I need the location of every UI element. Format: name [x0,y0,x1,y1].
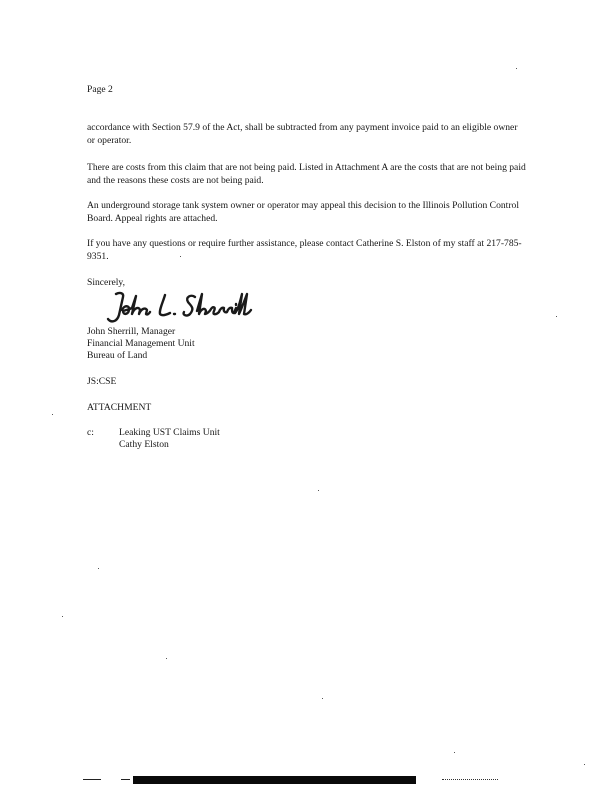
scan-speck [454,752,455,753]
scan-speck [52,414,53,415]
attachment-label: ATTACHMENT [87,402,152,413]
cc-recipient: Leaking UST Claims Unit [119,427,220,438]
scan-speck [180,256,181,257]
cc-recipient: Cathy Elston [119,439,169,450]
scan-black-bar [133,776,416,784]
page-label: Page 2 [87,84,113,95]
paragraph-costs-not-paid: There are costs from this claim that are not being paid. Listed in Attachment A are the costs that are not being paid and the reasons these costs are not being paid. [87,162,526,186]
scan-speck [318,490,319,491]
signer-unit: Financial Management Unit [87,338,195,349]
initials: JS:CSE [87,376,117,387]
paragraph-contact: If you have any questions or require further assistance, please contact Catherine S. Elston of my staff at 217-785-9351. [87,238,522,262]
signer-name-title: John Sherrill, Manager [87,326,176,337]
scan-speck [62,616,63,617]
handwritten-signature [104,288,254,328]
paragraph-appeal: An underground storage tank system owner or operator may appeal this decision to the Illinois Pollution Control Board. Appeal rights are attached. [87,200,519,224]
scan-edge-mark [83,779,101,780]
cc-label: c: [87,427,94,438]
scan-speck [584,764,585,765]
scan-speck [516,68,517,69]
scan-edge-mark [121,779,130,780]
paragraph-payment-deduction: accordance with Section 57.9 of the Act, shall be subtracted from any payment invoice paid to an eligible owner or operator. [87,122,518,146]
scan-speck [166,658,167,659]
closing: Sincerely, [87,277,126,288]
scan-speck [556,316,557,317]
signer-bureau: Bureau of Land [87,350,148,361]
scan-speck [322,698,323,699]
scan-edge-mark [442,779,498,781]
scan-speck [98,568,99,569]
